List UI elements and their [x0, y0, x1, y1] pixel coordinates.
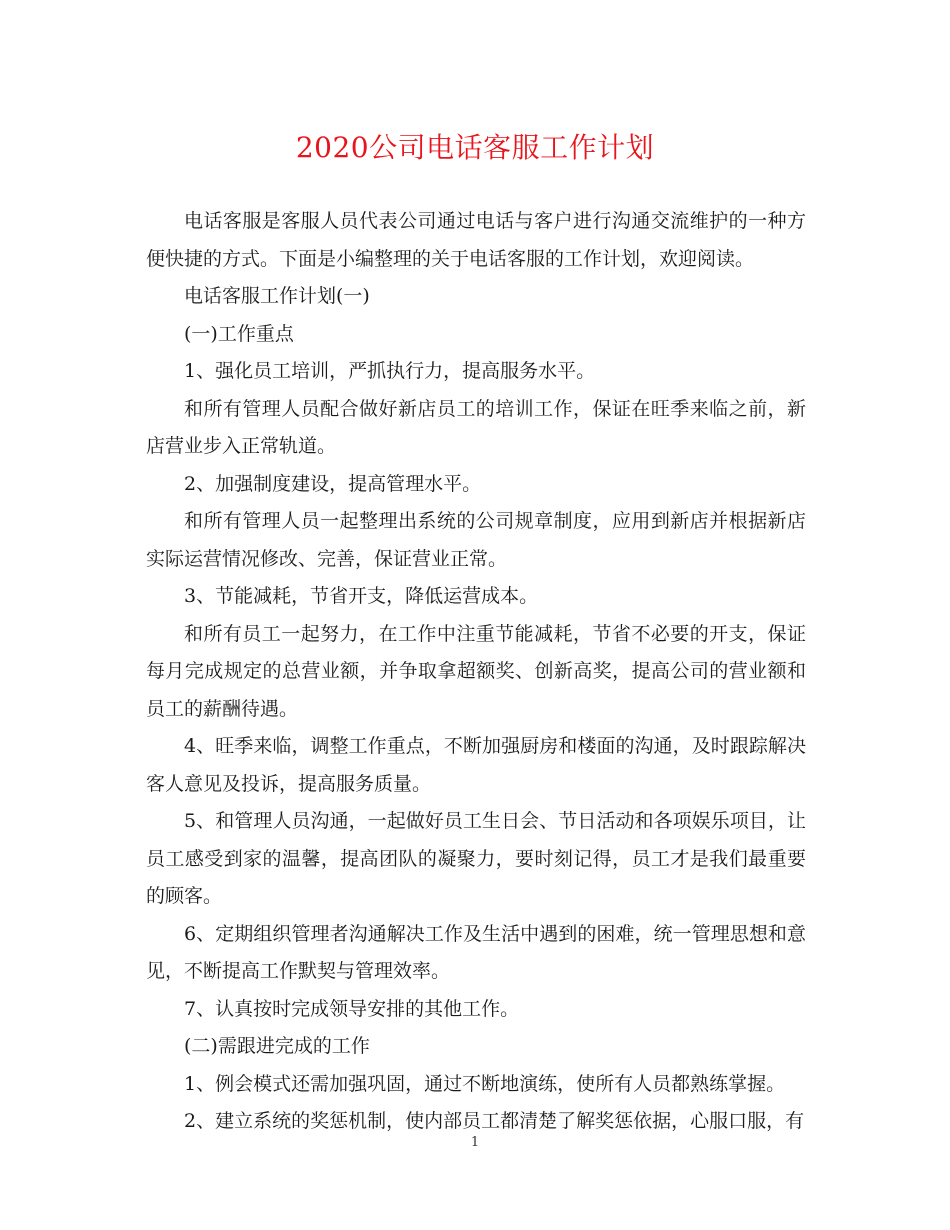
list-item: 2、建立系统的奖惩机制，使内部员工都清楚了解奖惩依据，心服口服，有: [184, 1110, 805, 1132]
subsection-heading: (一)工作重点: [184, 322, 294, 345]
subsection-heading: (二)需跟进完成的工作: [184, 1035, 370, 1057]
list-item: 1、强化员工培训，严抓执行力，提高服务水平。: [184, 360, 596, 382]
body-paragraph: 和所有管理人员一起整理出系统的公司规章制度，应用到新店并根据新店实际运营情况修改、完善，保证营业正常。: [146, 510, 806, 570]
list-item: 2、加强制度建设，提高管理水平。: [184, 472, 482, 495]
body-paragraph: 和所有员工一起努力，在工作中注重节能减耗，节省不必要的开支，保证每月完成规定的总营业额，并争取拿超额奖、创新高奖，提高公司的营业额和员工的薪酬待遇。: [146, 622, 806, 720]
list-item: 6、定期组织管理者沟通解决工作及生活中遇到的困难，统一管理思想和意见，不断提高工作默契与管理效率。: [146, 922, 806, 982]
list-item: 4、旺季来临，调整工作重点，不断加强厨房和楼面的沟通，及时跟踪解决客人意见及投诉，提高服务质量。: [146, 735, 806, 795]
section-heading: 电话客服工作计划(一): [184, 285, 370, 307]
list-item: 3、节能减耗，节省开支，降低运营成本。: [184, 585, 539, 607]
page-number: 1: [470, 1135, 480, 1150]
document-body: [146, 203, 806, 1141]
document-title: 2020公司电话客服工作计划: [295, 131, 655, 164]
list-item: 5、和管理人员沟通，一起做好员工生日会、节日活动和各项娱乐项目，让员工感受到家的温馨，提高团队的凝聚力，要时刻记得，员工才是我们最重要的顾客。: [146, 810, 806, 907]
intro-paragraph: 电话客服是客服人员代表公司通过电话与客户进行沟通交流维护的一种方便快捷的方式。下面是小编整理的关于电话客服的工作计划，欢迎阅读。: [146, 210, 806, 270]
list-item: 1、例会模式还需加强巩固，通过不断地演练，使所有人员都熟练掌握。: [184, 1072, 786, 1095]
body-paragraph: 和所有管理人员配合做好新店员工的培训工作，保证在旺季来临之前，新店营业步入正常轨道。: [146, 397, 806, 457]
list-item: 7、认真按时完成领导安排的其他工作。: [184, 997, 520, 1020]
